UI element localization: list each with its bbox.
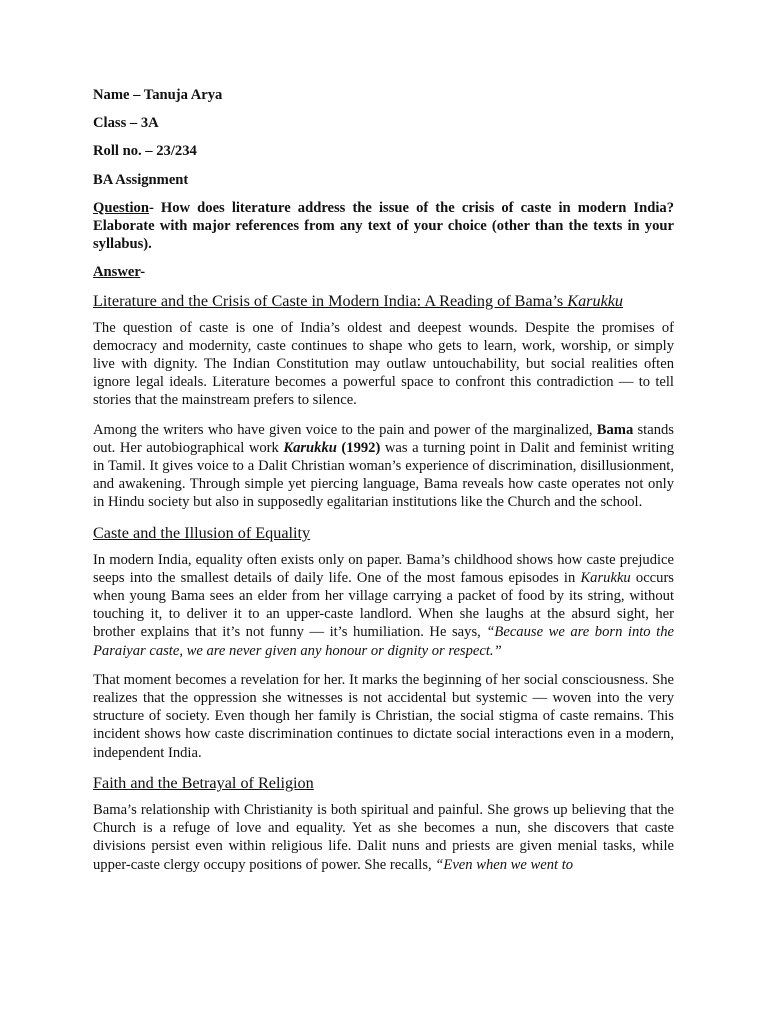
answer-suffix: - — [140, 264, 146, 281]
book-title: Karukku — [283, 439, 337, 456]
question-text: - How does literature address the issue of the crisis of caste in modern India? Elaborate with major references from any text of your choice (other than the texts in your syllabus). — [93, 199, 674, 253]
intro-paragraph-2 — [93, 421, 674, 512]
faith-quote: “Even when we went to — [435, 856, 574, 873]
essay-title-main: Literature and the Crisis of Caste in Modern India: A Reading of Bama’s — [93, 291, 568, 310]
intro-paragraph-1: The question of caste is one of India’s oldest and deepest wounds. Despite the promises of democracy and modernity, caste continues to shape who gets to learn, work, worship, or simply live with dignity. The Indian Constitution may outlaw untouchability, but social realities often ignore legal ideals. Literature becomes a powerful space to confront this contradiction — to tell stories that the mainstream prefers to silence. — [93, 319, 674, 409]
equality-quote: “Because we are born into the Paraiyar caste, we are never given any honour or dignity or respect.” — [93, 624, 674, 659]
answer-label-line — [93, 263, 674, 281]
answer-label: Answer — [93, 264, 141, 281]
section-heading-equality: Caste and the Illusion of Equality — [93, 523, 311, 542]
student-class: Class – 3A — [93, 115, 159, 132]
equality-book-title: Karukku — [580, 569, 631, 586]
document-body — [93, 86, 674, 885]
essay-title-book: Karukku — [567, 291, 624, 310]
faith-p1-text: Bama’s relationship with Christianity is both spiritual and painful. She grows up believing that the Church is a refuge of love and equality. Yet as she becomes a nun, she discovers that caste divisions persist even within religious life. Dalit nuns and priests are given menial tasks, while upper-caste clergy occupy positions of power. She recalls, — [93, 801, 674, 873]
equality-p1-text-a: In modern India, equality often exists only on paper. Bama’s childhood shows how caste prejudice seeps into the smallest details of daily life. One of the most famous episodes in — [93, 551, 674, 586]
section-heading-faith: Faith and the Betrayal of Religion — [93, 773, 314, 792]
intro-p2-text-b: stands out. Her autobiographical work — [93, 421, 674, 456]
assignment-label: BA Assignment — [93, 171, 189, 188]
equality-paragraph-1 — [93, 551, 674, 660]
roll-number: Roll no. – 23/234 — [93, 143, 197, 160]
question-label: Question — [93, 199, 149, 216]
equality-p1-text-b: occurs when young Bama sees an elder from her village carrying a packet of food by its string, without touching it, to deliver it to an upper-caste landlord. When she laughs at the absurd sight, her brother explains that it’s not funny — it’s humiliation. He says, — [93, 569, 674, 641]
equality-paragraph-2: That moment becomes a revelation for her. It marks the beginning of her social consciousness. She realizes that the oppression she witnesses is not accidental but systemic — woven into the very structure of society. Even though her family is Christian, the social stigma of caste remains. This incident shows how caste discrimination continues to dictate social interactions even in a modern, independent India. — [93, 671, 674, 761]
faith-paragraph-1 — [93, 801, 674, 874]
intro-p2-text-c: was a turning point in Dalit and feminist writing in Tamil. It gives voice to a Dalit Christian woman’s experience of discrimination, disillusionment, and awakening. Through simple yet piercing language, Bama reveals how caste operates not only in Hindu society but also in supposedly egalitarian institutions like the Church and the school. — [93, 439, 674, 511]
student-name: Name – Tanuja Arya — [93, 87, 223, 103]
question-block — [93, 199, 674, 254]
essay-title — [93, 291, 674, 311]
author-name: Bama — [596, 421, 634, 438]
intro-p2-text-a: Among the writers who have given voice to the pain and power of the marginalized, — [93, 421, 597, 438]
book-year: (1992) — [336, 439, 381, 456]
